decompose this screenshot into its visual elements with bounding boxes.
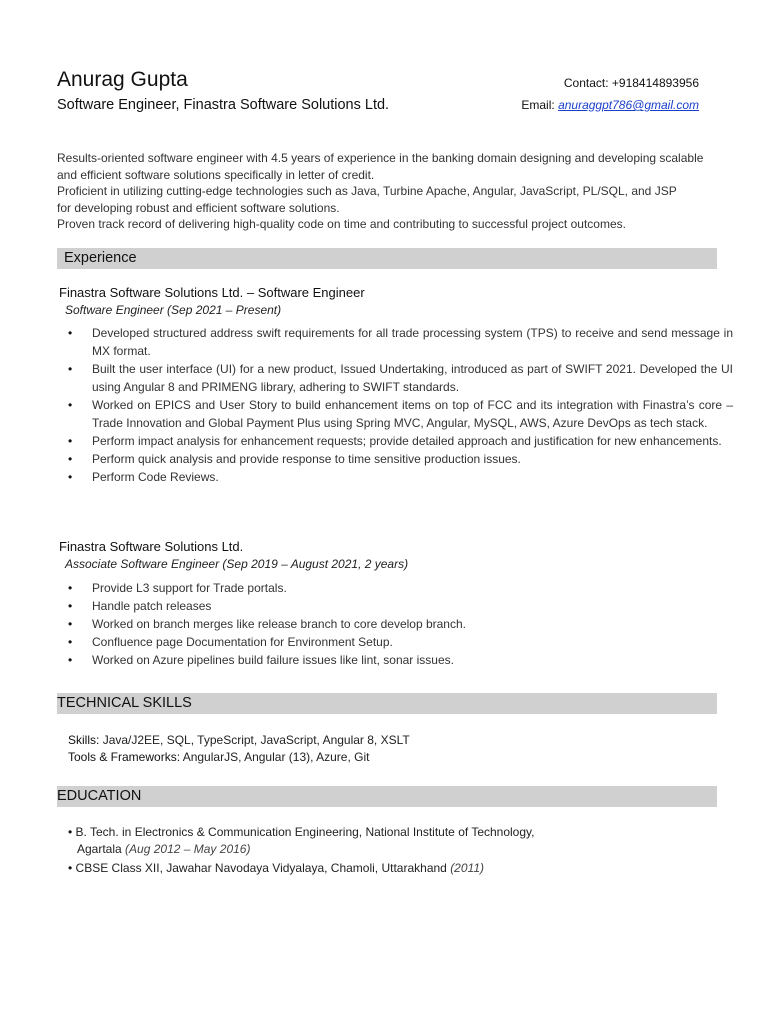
contact-phone: +918414893956 (611, 76, 699, 90)
summary-line: Results-oriented software engineer with 4.5 years of experience in the banking domain designing and developing scalable and efficient software solutions specifically in letter of credit. (57, 151, 704, 182)
skills-row (68, 732, 410, 749)
education-text: CBSE Class XII, Jawahar Navodaya Vidyalaya, Chamoli, Uttarakhand (75, 861, 447, 875)
bullet-icon: • (68, 635, 73, 649)
skills-value: Java/J2EE, SQL, TypeScript, JavaScript, Angular 8, XSLT (102, 733, 410, 747)
skills-block (68, 732, 410, 766)
candidate-name: Anurag Gupta (57, 68, 188, 91)
education-text: B. Tech. in Electronics & Communication Engineering, National Institute of Technology, (75, 825, 535, 839)
bullet-icon: • (68, 398, 73, 412)
list-item: • Built the user interface (UI) for a new product, Issued Undertaking, introduced as part of SWIFT 2021. Developed the UI using Angular 8 and PRIMENG library, adhering to SWIFT standards. (68, 362, 733, 394)
job-role: Software Engineer (Sep 2021 – Present) (65, 303, 282, 317)
job-bullets (68, 579, 733, 669)
education-heading: EDUCATION (57, 786, 717, 807)
contact-line (564, 76, 699, 90)
bullet-icon: • (68, 861, 73, 875)
contact-label: Contact: (563, 76, 609, 90)
bullet-icon: • (68, 825, 73, 839)
bullet-icon: • (68, 617, 73, 631)
education-dates: (2011) (450, 861, 484, 875)
summary-line: Proven track record of delivering high-quality code on time and contributing to successful project outcomes. (57, 217, 626, 231)
experience-heading: Experience (57, 248, 717, 269)
summary-line: Proficient in utilizing cutting-edge technologies such as Java, Turbine Apache, Angular, JavaScript, PL/SQL, and JSP for developing robust and efficient software solutions. (57, 184, 677, 215)
list-item: • Confluence page Documentation for Environment Setup. (68, 635, 393, 649)
bullet-icon: • (68, 452, 73, 466)
job-company: Finastra Software Solutions Ltd. (59, 539, 244, 554)
list-item: • Developed structured address swift requirements for all trade processing system (TPS) to receive and send message in MX format. (68, 326, 733, 358)
bullet-icon: • (68, 653, 73, 667)
job-bullets (68, 324, 733, 486)
tools-row (68, 749, 410, 766)
bullet-icon: • (68, 362, 73, 376)
job-company: Finastra Software Solutions Ltd. – Software Engineer (59, 285, 365, 300)
education-dates: (Aug 2012 – May 2016) (125, 842, 251, 856)
tools-label: Tools & Frameworks: (68, 750, 181, 764)
bullet-icon: • (68, 434, 73, 448)
education-item (68, 824, 688, 858)
list-item: • Provide L3 support for Trade portals. (68, 581, 287, 595)
email-line (521, 98, 699, 112)
email-link[interactable]: anuraggpt786@gmail.com (558, 98, 699, 112)
list-item: • Handle patch releases (68, 599, 212, 613)
candidate-title: Software Engineer, Finastra Software Solutions Ltd. (57, 97, 390, 113)
bullet-icon: • (68, 470, 73, 484)
list-item: • Worked on Azure pipelines build failure issues like lint, sonar issues. (68, 653, 454, 667)
list-item: • Worked on branch merges like release branch to core develop branch. (68, 617, 466, 631)
list-item: • Worked on EPICS and User Story to build enhancement items on top of FCC and its integration with Finastra’s core – Trade Innovation and Global Payment Plus using Spring MVC, Angular, MySQL, AWS, Azure DevOps as tech stack. (68, 398, 733, 430)
list-item: • Perform Code Reviews. (68, 470, 219, 484)
job-role: Associate Software Engineer (Sep 2019 – August 2021, 2 years) (65, 557, 409, 571)
skills-label: Skills: (68, 733, 100, 747)
list-item: • Perform impact analysis for enhancement requests; provide detailed approach and justification for new enhancements. (68, 434, 722, 448)
education-text: Agartala (77, 842, 122, 856)
bullet-icon: • (68, 599, 73, 613)
skills-heading: TECHNICAL SKILLS (57, 693, 717, 714)
education-item (68, 860, 688, 877)
tools-value: AngularJS, Angular (13), Azure, Git (182, 750, 370, 764)
bullet-icon: • (68, 581, 73, 595)
email-label: Email: (521, 98, 555, 112)
list-item: • Perform quick analysis and provide response to time sensitive production issues. (68, 452, 521, 466)
bullet-icon: • (68, 326, 73, 340)
summary (57, 150, 717, 233)
